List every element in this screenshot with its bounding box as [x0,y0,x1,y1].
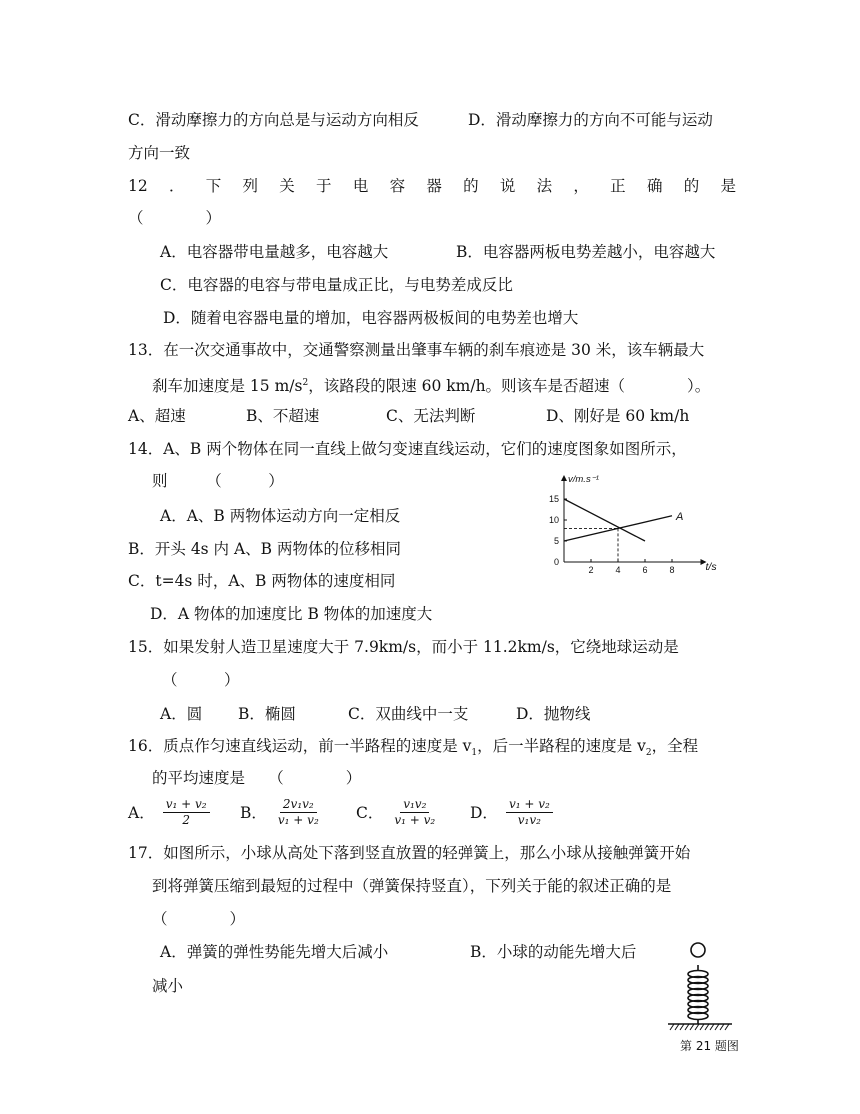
q12-stem-char: 的 [683,177,700,195]
y-tick-label: 0 [553,557,559,567]
y-tick-label: 10 [548,515,559,525]
q12-option-c: C．电容器的电容与带电量成正比，与电势差成反比 [160,276,513,294]
q15-answer-paren: （ ） [162,671,240,689]
ground-hatch-icon [668,1024,732,1030]
q14-option-d: D．A 物体的加速度比 B 物体的加速度大 [150,605,433,623]
q15-stem: 15．如果发射人造卫星速度大于 7.9km/s，而小于 11.2km/s，它绕地球运动是 [128,638,679,656]
q13-option-b: B、不超速 [246,407,320,425]
q12-stem-char: 说 [499,177,516,195]
q12-stem-char: 的 [463,177,479,195]
y-tick-label: 15 [548,494,559,504]
q15-option-d: D．抛物线 [516,705,591,723]
q14-option-c: C．t=4s 时，A、B 两物体的速度相同 [128,572,396,590]
x-axis-label: t/s [705,561,717,573]
x-tick-label: 8 [669,565,675,575]
q11-option-d-continued: 方向一致 [128,144,191,162]
q12-stem-char: 正 [610,177,626,195]
x-tick-label: 6 [642,565,648,575]
q12-stem [128,176,736,196]
x-tick-label: 2 [588,565,594,575]
q12-stem-char: 是 [720,177,736,195]
q13-option-d: D、刚好是 60 km/h [546,407,690,425]
q12-stem-char: 法 [536,177,553,195]
q17-stem-line2: 到将弹簧压缩到最短的过程中（弹簧保持竖直），下列关于能的叙述正确的是 [152,877,672,895]
q17-option-b-continued: 减小 [152,977,184,995]
q17-answer-paren: （ ） [152,910,246,928]
q17-option-b: B．小球的动能先增大后 [470,943,637,961]
q16-option-a: A． $\frac{\text{v₁ + v₂}}{2}$ [128,797,210,828]
q11-option-d: D．滑动摩擦力的方向不可能与运动 [468,111,713,129]
q13-option-a: A、超速 [128,407,186,425]
q15-option-b: B．椭圆 [238,705,296,723]
q12-stem-char: 容 [389,177,406,195]
q17-option-a: A．弹簧的弹性势能先增大后减小 [160,943,389,961]
q14-stem-line1: 14．A、B 两个物体在同一直线上做匀变速直线运动，它们的速度图象如图所示， [128,440,687,458]
velocity-time-chart [540,470,740,580]
q12-stem-char: ． [168,177,185,195]
q14-stem-line2: 则 （ ） [152,472,284,490]
q12-stem-char: ， [573,177,589,195]
q16-stem-line1: 16．质点作匀速直线运动，前一半路程的速度是 $v_1$，后一半路程的速度是 $v_2$，全程 [128,737,699,759]
q12-stem-char: 器 [426,177,442,195]
series-label: A [676,510,684,523]
q12-stem-char: 确 [646,177,663,195]
ball-icon [691,943,705,957]
q17-figure-caption: 第 21 题图 [680,1039,739,1053]
q12-stem-char: 于 [316,177,332,195]
q12-stem-char: 电 [352,177,369,195]
q17-stem-line1: 17．如图所示，小球从高处下落到竖直放置的轻弹簧上，那么小球从接触弹簧开始 [128,844,691,862]
q12-stem-char: 关 [279,177,295,195]
q16-option-c: C． $\frac{\text{v₁v₂}}{\text{v₁ + v₂}}$ [356,797,436,827]
q15-option-a: A．圆 [160,705,203,723]
q12-answer-paren: （ ） [128,209,222,227]
q11-option-c: C．滑动摩擦力的方向总是与运动方向相反 [128,111,419,129]
q13-option-c: C、无法判断 [386,407,476,425]
q15-option-c: C．双曲线中一支 [348,705,469,723]
q12-option-a: A．电容器带电量越多，电容越大 [160,243,389,261]
q13-stem-line2: 刹车加速度是 15 $m/s^2$，该路段的限速 60 km/h。则该车是否超速（ ）。 [152,377,711,396]
x-tick-label: 4 [615,565,621,575]
q13-stem-line1: 13．在一次交通事故中，交通警察测量出肇事车辆的刹车痕迹是 30 米，该车辆最大 [128,341,705,359]
series-line-b [564,499,645,541]
q16-option-d: D． $\frac{\text{v₁ + v₂}}{\text{v₁v₂}}$ [470,797,553,828]
ball-spring-figure [664,938,736,1032]
q12-stem-char: 列 [242,177,259,195]
spring-icon [688,965,708,1024]
q16-option-b: B． $\frac{\text{2v₁v₂}}{\text{v₁ + v₂}}$ [240,797,319,827]
q16-stem-line2: 的平均速度是 （ ） [152,769,362,787]
y-tick-label: 5 [553,536,559,546]
y-axis-label: v/m.s⁻¹ [568,474,599,485]
q12-stem-char: 下 [205,177,222,195]
q14-option-b: B．开头 4s 内 A、B 两物体的位移相同 [128,540,401,558]
q12-option-b: B．电容器两板电势差越小，电容越大 [456,243,716,261]
q12-stem-char: 12 [128,177,148,195]
q12-option-d: D．随着电容器电量的增加，电容器两极板间的电势差也增大 [163,309,579,327]
q14-option-a: A．A、B 两物体运动方向一定相反 [160,507,401,525]
